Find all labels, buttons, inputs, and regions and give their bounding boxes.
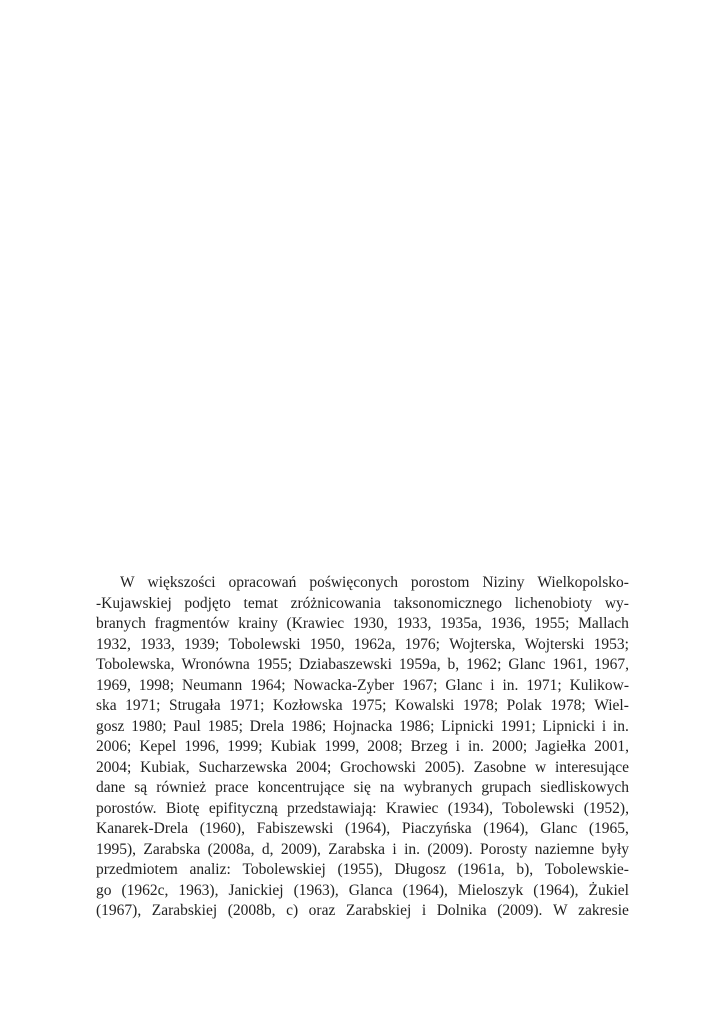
word: w — [534, 758, 547, 776]
body-text — [96, 573, 629, 922]
word: porostom — [410, 574, 470, 591]
word: Glanc — [445, 676, 483, 694]
word: (1955), — [337, 861, 383, 878]
word: Jagiełka — [535, 738, 587, 755]
word: c) — [286, 902, 299, 919]
word: temat — [243, 594, 278, 612]
word: d, — [261, 840, 274, 858]
word: lichenobioty — [514, 594, 593, 612]
body-line — [96, 655, 629, 676]
body-line — [96, 696, 629, 717]
body-line — [96, 614, 629, 635]
body-line — [96, 819, 629, 840]
word: fragmentów — [154, 615, 230, 632]
word: 1996, — [184, 738, 220, 755]
body-line — [96, 778, 629, 799]
word: 1969, — [96, 676, 131, 694]
word: 1975; — [351, 697, 387, 714]
word: Grochowski — [340, 758, 416, 776]
word: 1964; — [250, 676, 286, 694]
word: Kubiak — [270, 738, 317, 755]
word: 1955; — [256, 656, 292, 673]
word: b, — [447, 656, 460, 673]
word: Piaczyńska — [401, 820, 472, 837]
word: ska — [96, 697, 117, 714]
word: (1964), — [483, 820, 529, 837]
word: Tobolewska, — [96, 656, 175, 673]
word: in. — [404, 840, 421, 858]
word: Zarabskiej — [151, 902, 218, 919]
word: 1933, — [140, 635, 175, 653]
word: 1950, — [309, 635, 345, 653]
word: 1978; — [550, 697, 586, 714]
word: wy- — [604, 594, 629, 612]
word: (2009). — [497, 902, 543, 919]
word: Dziabaszewski — [298, 656, 392, 673]
word: są — [134, 779, 148, 796]
word: 1971; — [125, 697, 161, 714]
word: 1963), — [178, 881, 219, 899]
word: i — [392, 840, 397, 858]
word: (1960), — [199, 820, 245, 837]
word: Strugała — [168, 697, 221, 714]
word: wybranych — [403, 779, 473, 796]
word: in. — [502, 676, 519, 694]
word: przedmiotem — [96, 861, 178, 878]
word: krainy — [238, 615, 278, 632]
word: Wojterski — [524, 635, 585, 653]
word: 1939; — [184, 635, 220, 653]
word: 1999, — [324, 738, 360, 755]
body-line — [96, 676, 629, 697]
body-line — [96, 901, 629, 922]
word: 1962a, — [353, 635, 396, 653]
word: Neumann — [182, 676, 243, 694]
body-line — [96, 799, 629, 820]
word: i — [421, 902, 427, 919]
word: Mieloszyk — [457, 881, 524, 899]
word: Tobolewskie- — [544, 861, 629, 878]
word: i — [455, 738, 460, 755]
body-line — [96, 717, 629, 738]
word: Lipnicki — [441, 717, 494, 735]
word: 1995), — [96, 840, 137, 858]
word: (1967), — [96, 902, 142, 919]
word: Paul — [173, 717, 201, 735]
word: na — [379, 779, 395, 796]
word: Długosz — [394, 861, 447, 878]
word: 1991; — [500, 717, 536, 735]
word: i — [601, 717, 607, 735]
word: (2008a, — [207, 840, 255, 858]
body-line — [96, 860, 629, 881]
body-line — [96, 573, 629, 594]
word: koncentrujące — [257, 779, 345, 796]
word: 1962; — [466, 656, 502, 673]
word: 1953; — [593, 635, 629, 653]
word: 1967, — [594, 656, 629, 673]
word: go — [96, 881, 112, 899]
body-line — [96, 840, 629, 861]
word: zróżnicowania — [290, 594, 381, 612]
word: Kulikow- — [569, 676, 629, 694]
word: Sucharzewska — [198, 758, 288, 776]
word: Zarabska — [328, 840, 386, 858]
word: Biotę — [165, 799, 200, 817]
word: -Kujawskiej — [96, 594, 172, 612]
word: Tobolewski — [228, 635, 301, 653]
word: Hojnacka — [332, 717, 393, 735]
word: epifityczną — [208, 799, 278, 817]
word: podjęto — [184, 594, 231, 612]
word: 1930, — [352, 615, 388, 632]
word: 2008; — [367, 738, 403, 755]
word: przedstawiają: — [287, 799, 377, 817]
word: analiz: — [189, 861, 231, 878]
word: 1976; — [404, 635, 440, 653]
word: Wronówna — [181, 656, 250, 673]
word: 1980; — [131, 717, 167, 735]
word: Nowacka-Zyber — [293, 676, 395, 694]
word: 1986; — [290, 717, 327, 735]
word: 1961, — [552, 656, 588, 673]
word: (1934), — [447, 799, 493, 817]
word: W — [120, 574, 135, 591]
word: (2009). — [427, 840, 473, 858]
word: Glanca — [348, 881, 393, 899]
word: interesujące — [554, 758, 629, 776]
word: Porosty — [479, 840, 528, 858]
word: Fabiszewski — [256, 820, 334, 837]
word: i — [490, 676, 495, 694]
word: Glanc — [540, 820, 578, 837]
body-line — [96, 635, 629, 656]
word: Kubiak, — [140, 758, 190, 776]
word: Zarabska — [143, 840, 201, 858]
word: poświęconych — [309, 574, 398, 591]
word: 1999; — [227, 738, 263, 755]
word: Kowalski — [394, 697, 455, 714]
word: Krawiec — [385, 799, 439, 817]
word: Mallach — [578, 615, 629, 632]
word: Kanarek-Drela — [96, 820, 189, 837]
word: 1978; — [462, 697, 499, 714]
body-line — [96, 881, 629, 902]
word: W — [552, 902, 568, 919]
word: Wielkopolsko- — [537, 574, 629, 591]
word: 1998; — [138, 676, 175, 694]
word: 2009), — [280, 840, 321, 858]
word: Kepel — [139, 738, 177, 755]
word: (1952), — [583, 799, 629, 817]
word: 2004; — [295, 758, 332, 776]
word: opracowań — [228, 574, 297, 591]
word: 2005). — [424, 758, 465, 776]
word: 1971; — [526, 676, 562, 694]
word: Dolnika — [436, 902, 487, 919]
word: (2008b, — [227, 902, 276, 919]
word: również — [156, 779, 207, 796]
word: większości — [147, 574, 216, 591]
word: b), — [516, 861, 534, 878]
word: gosz — [96, 717, 125, 735]
word: Wiel- — [594, 697, 629, 714]
word: Polak — [506, 697, 542, 714]
word: in. — [467, 738, 484, 755]
word: 1971; — [229, 697, 265, 714]
word: 2001, — [594, 738, 629, 755]
word: (1964), — [402, 881, 448, 899]
word: się — [353, 779, 371, 796]
word: (1964), — [533, 881, 579, 899]
word: siedliskowych — [540, 779, 629, 796]
word: Tobolewskiej — [242, 861, 326, 878]
body-line — [96, 594, 629, 615]
body-line — [96, 737, 629, 758]
word: Zasobne — [473, 758, 527, 776]
word: Janickiej — [228, 881, 284, 899]
word: Niziny — [482, 574, 525, 591]
word: (1963), — [293, 881, 339, 899]
word: oraz — [308, 902, 336, 919]
word: porostów. — [96, 799, 157, 817]
word: 1932, — [96, 635, 131, 653]
word: Brzeg — [410, 738, 448, 755]
word: 1967; — [402, 676, 438, 694]
word: (1961a, — [457, 861, 505, 878]
word: Wojterska, — [449, 635, 516, 653]
word: 2004; — [96, 758, 132, 776]
body-line — [96, 758, 629, 779]
word: 2000; — [491, 738, 528, 755]
word: Glanc — [508, 656, 546, 673]
word: prace — [215, 779, 249, 796]
word: branych — [96, 615, 146, 632]
word: 1955; — [534, 615, 570, 632]
word: naziemne — [534, 840, 595, 858]
word: Lipnicki — [542, 717, 596, 735]
word: 1933, — [396, 615, 432, 632]
word: (1965, — [588, 820, 629, 837]
word: 1936, — [490, 615, 526, 632]
word: taksonomicznego — [393, 594, 503, 612]
word: Żukiel — [588, 881, 629, 899]
word: 1959a, — [398, 656, 441, 673]
word: Zarabskiej — [345, 902, 412, 919]
word: Kozłowska — [272, 697, 343, 714]
word: (1962c, — [121, 881, 169, 899]
word: grupach — [481, 779, 532, 796]
word: dane — [96, 779, 126, 796]
word: (Krawiec — [286, 615, 345, 632]
word: 1985; — [207, 717, 243, 735]
word: in. — [612, 717, 629, 735]
word: Tobolewski — [502, 799, 575, 817]
word: (1964), — [344, 820, 391, 837]
word: były — [601, 840, 629, 858]
word: zakresie — [578, 902, 629, 919]
word: Drela — [249, 717, 285, 735]
word: 1935a, — [440, 615, 482, 632]
word: 2006; — [96, 738, 132, 755]
word: 1986; — [399, 717, 435, 735]
